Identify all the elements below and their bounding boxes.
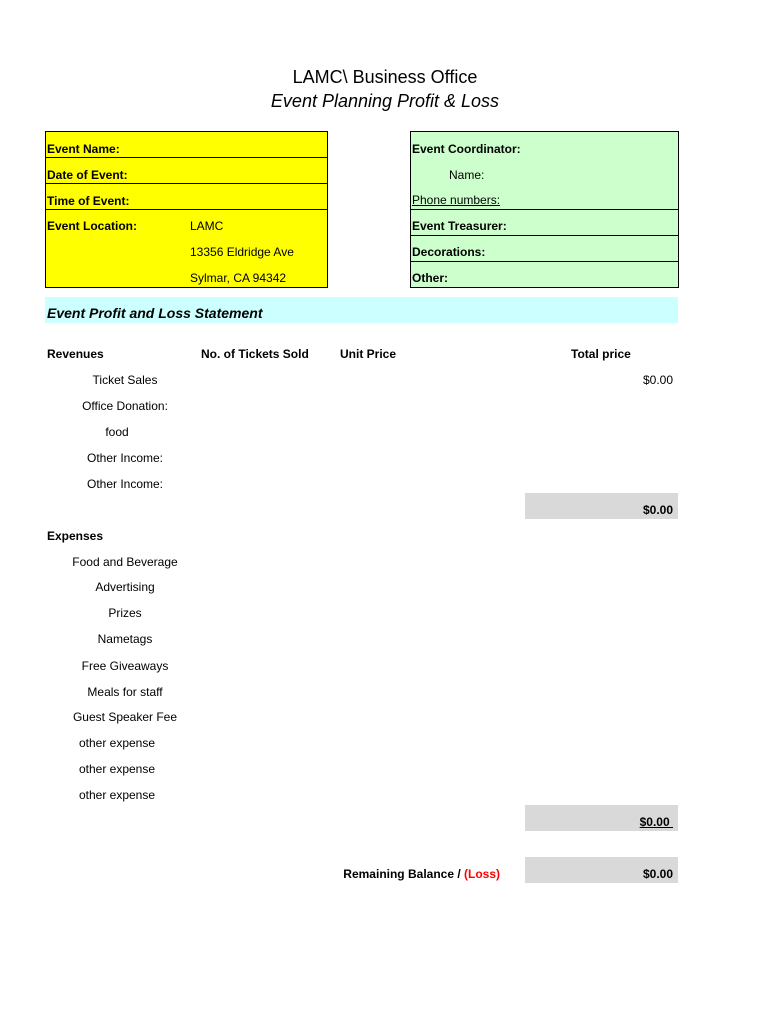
expense-item: Advertising: [95, 580, 155, 594]
other-cell[interactable]: [410, 261, 679, 288]
other-label: Other:: [412, 271, 448, 285]
coordinator-name-label: Name:: [449, 168, 485, 182]
revenues-header: Revenues: [47, 347, 104, 361]
event-coordinator-label: Event Coordinator:: [412, 142, 521, 156]
remaining-balance-label: [300, 867, 500, 881]
event-location-label: Event Location:: [47, 219, 138, 233]
revenue-item: Other Income:: [86, 451, 164, 465]
date-of-event-label: Date of Event:: [47, 168, 128, 182]
expense-item: other expense: [78, 762, 156, 776]
location-line-1: LAMC: [190, 219, 224, 233]
location-line-2: 13356 Eldridge Ave: [190, 245, 294, 259]
time-of-event-label: Time of Event:: [47, 194, 130, 208]
page-title: LAMC\ Business Office: [292, 67, 478, 87]
ticket-sales-total: $0.00: [642, 373, 673, 387]
expenses-header: Expenses: [47, 529, 104, 543]
unit-price-header: Unit Price: [340, 347, 397, 361]
statement-title: Event Profit and Loss Statement: [47, 305, 263, 321]
expense-item: other expense: [78, 788, 156, 802]
remaining-total: $0.00: [642, 867, 673, 881]
expense-item: Guest Speaker Fee: [72, 710, 178, 724]
event-name-label: Event Name:: [47, 142, 120, 156]
decorations-label: Decorations:: [412, 245, 486, 259]
revenue-item: Ticket Sales: [92, 373, 158, 387]
loss-text: (Loss): [464, 867, 500, 881]
expense-item: Prizes: [108, 606, 142, 620]
page-subtitle: Event Planning Profit & Loss: [270, 91, 500, 111]
expense-item: Food and Beverage: [72, 555, 178, 569]
revenue-item: food: [105, 425, 129, 439]
revenue-item: Office Donation:: [82, 399, 168, 413]
expense-item: other expense: [78, 736, 156, 750]
event-treasurer-label: Event Treasurer:: [412, 219, 507, 233]
phone-numbers-label: Phone numbers:: [412, 193, 501, 207]
tickets-sold-header: No. of Tickets Sold: [201, 347, 309, 361]
expense-item: Nametags: [97, 632, 153, 646]
revenue-total: $0.00: [642, 503, 673, 517]
revenue-item: Other Income:: [86, 477, 164, 491]
remaining-balance-text: Remaining Balance /: [343, 867, 464, 881]
expense-total: $0.00: [639, 815, 673, 829]
location-line-3: Sylmar, CA 94342: [190, 271, 287, 285]
expense-item: Free Giveaways: [81, 659, 169, 673]
expense-item: Meals for staff: [87, 685, 163, 699]
total-price-header: Total price: [571, 347, 631, 361]
